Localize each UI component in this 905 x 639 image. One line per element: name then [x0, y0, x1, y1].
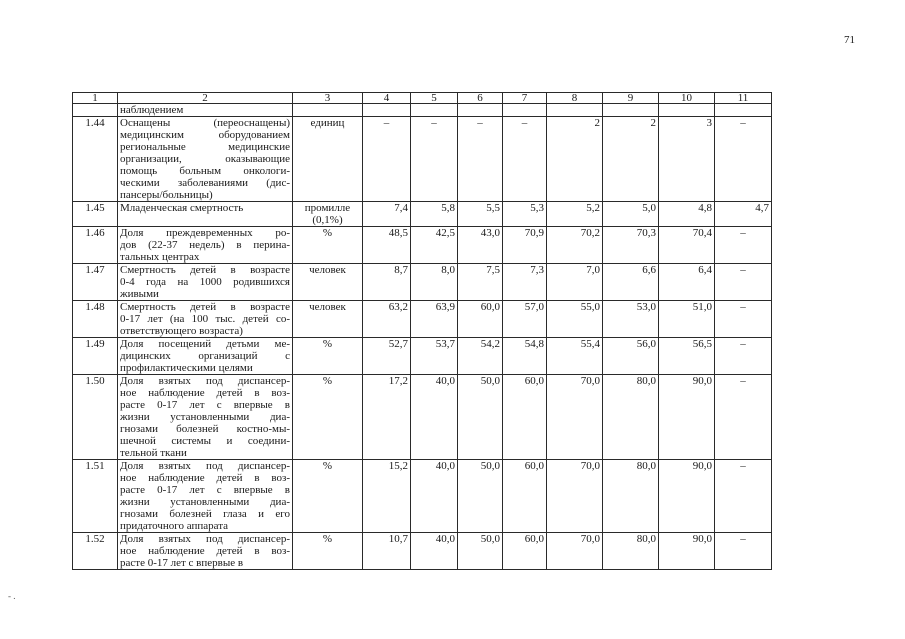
table-row: [73, 338, 772, 375]
column-number: 3: [293, 93, 363, 104]
value-cell: 6,4: [659, 264, 715, 301]
value-cell: 60,0: [503, 460, 547, 533]
value-cell: 50,0: [458, 460, 503, 533]
indicator-name: [118, 301, 293, 338]
value-cell: 54,8: [503, 338, 547, 375]
value-cell: 40,0: [411, 460, 458, 533]
value-cell: –: [458, 117, 503, 202]
indicator-name-line: дов (22-37 недель) в перина-: [120, 239, 290, 251]
page-number: 71: [844, 34, 855, 46]
indicator-name-line: расте 0-17 лет с впервые в: [120, 557, 244, 569]
table-row: [73, 375, 772, 460]
table-row: [73, 264, 772, 301]
value-cell: 6,6: [603, 264, 659, 301]
row-number: 1.46: [73, 227, 118, 264]
value-cell: 56,5: [659, 338, 715, 375]
unit-of-measure: [293, 117, 363, 202]
row-number: 1.45: [73, 202, 118, 227]
value-cell: 54,2: [458, 338, 503, 375]
unit-line: человек: [309, 264, 346, 276]
unit-of-measure: [293, 202, 363, 227]
value-cell: 53,7: [411, 338, 458, 375]
unit-line: единиц: [310, 117, 345, 129]
indicator-name: [118, 117, 293, 202]
value-cell: 4,7: [715, 202, 772, 227]
indicator-name-line: жизни установленными диа-: [120, 496, 290, 508]
indicator-name: [118, 264, 293, 301]
table-cell: [363, 104, 411, 117]
indicator-name-line: Смертность детей в возрасте: [120, 264, 290, 276]
value-cell: 7,5: [458, 264, 503, 301]
value-cell: 17,2: [363, 375, 411, 460]
value-cell: 63,2: [363, 301, 411, 338]
table-body: [73, 93, 772, 570]
indicator-name-line: помощь больным онкологи-: [120, 165, 290, 177]
indicator-name-line: Младенческая смертность: [120, 202, 244, 214]
value-cell: 70,0: [547, 533, 603, 570]
unit-of-measure: [293, 533, 363, 570]
indicator-name-line: расте 0-17 лет с впервые в: [120, 484, 290, 496]
indicator-name-line: ное наблюдение детей в воз-: [120, 472, 290, 484]
row-number: 1.48: [73, 301, 118, 338]
value-cell: 4,8: [659, 202, 715, 227]
unit-line: человек: [309, 301, 346, 313]
indicator-name-line: жизни установленными диа-: [120, 411, 290, 423]
table-cell: [659, 104, 715, 117]
scan-artifact-mark: - .: [8, 591, 16, 601]
unit-of-measure: [293, 264, 363, 301]
value-cell: 50,0: [458, 533, 503, 570]
table-cell: [547, 104, 603, 117]
value-cell: –: [363, 117, 411, 202]
unit-line: %: [322, 338, 333, 350]
row-number: 1.51: [73, 460, 118, 533]
value-cell: 56,0: [603, 338, 659, 375]
table-row: [73, 202, 772, 227]
table-row: [73, 117, 772, 202]
value-cell: 7,3: [503, 264, 547, 301]
value-cell: 5,5: [458, 202, 503, 227]
table-cell: [715, 104, 772, 117]
value-cell: 52,7: [363, 338, 411, 375]
indicator-name-line: шечной системы и соедини-: [120, 435, 290, 447]
column-number-header-row: [73, 93, 772, 104]
indicator-name-line: региональные медицинские: [120, 141, 290, 153]
value-cell: 90,0: [659, 460, 715, 533]
indicator-name-line: Оснащены (переоснащены): [120, 117, 290, 129]
unit-of-measure: [293, 227, 363, 264]
indicator-name-line: Смертность детей в возрасте: [120, 301, 290, 313]
value-cell: 80,0: [603, 460, 659, 533]
value-cell: 5,8: [411, 202, 458, 227]
value-cell: 40,0: [411, 533, 458, 570]
indicator-name-line: медицинским оборудованием: [120, 129, 290, 141]
indicator-name-line: организации, оказывающие: [120, 153, 290, 165]
value-cell: 63,9: [411, 301, 458, 338]
column-number: 2: [118, 93, 293, 104]
column-number: 10: [659, 93, 715, 104]
row-number: 1.47: [73, 264, 118, 301]
value-cell: 43,0: [458, 227, 503, 264]
column-number: 8: [547, 93, 603, 104]
value-cell: 70,4: [659, 227, 715, 264]
column-number: 6: [458, 93, 503, 104]
value-cell: –: [715, 117, 772, 202]
indicator-name-line: Доля преждевременных ро-: [120, 227, 290, 239]
table-cell: [503, 104, 547, 117]
indicators-table: [72, 92, 772, 570]
unit-of-measure: [293, 338, 363, 375]
indicator-name-line: расте 0-17 лет с впервые в: [120, 399, 290, 411]
table-row: [73, 301, 772, 338]
value-cell: 8,0: [411, 264, 458, 301]
value-cell: 70,9: [503, 227, 547, 264]
indicator-name-line: ответствующего возраста): [120, 325, 243, 337]
unit-of-measure: [293, 301, 363, 338]
unit-line: %: [322, 375, 333, 387]
unit-of-measure: [293, 460, 363, 533]
value-cell: 15,2: [363, 460, 411, 533]
value-cell: 55,0: [547, 301, 603, 338]
indicator-name-line: Доля посещений детьми ме-: [120, 338, 290, 350]
column-number: 9: [603, 93, 659, 104]
indicator-name-line: 0-4 года на 1000 родившихся: [120, 276, 290, 288]
column-number: 1: [73, 93, 118, 104]
unit-line: %: [322, 533, 333, 545]
row-number: 1.50: [73, 375, 118, 460]
value-cell: 3: [659, 117, 715, 202]
indicator-name-line: дицинских организаций с: [120, 350, 290, 362]
indicator-name: [118, 375, 293, 460]
value-cell: 70,2: [547, 227, 603, 264]
indicator-name-line: Доля взятых под диспансер-: [120, 375, 290, 387]
table-row: [73, 533, 772, 570]
value-cell: 42,5: [411, 227, 458, 264]
indicator-name-line: тельной ткани: [120, 447, 187, 459]
indicator-name-line: живыми: [120, 288, 159, 300]
indicator-name: [118, 202, 293, 227]
column-number: 4: [363, 93, 411, 104]
unit-line: (0,1%): [312, 214, 343, 226]
indicator-name-line: Доля взятых под диспансер-: [120, 460, 290, 472]
indicator-name: [118, 338, 293, 375]
row-number: 1.44: [73, 117, 118, 202]
value-cell: 7,0: [547, 264, 603, 301]
value-cell: 60,0: [503, 375, 547, 460]
indicator-name-line: гнозами болезней костно-мы-: [120, 423, 290, 435]
value-cell: –: [715, 460, 772, 533]
table-cell: [411, 104, 458, 117]
unit-of-measure: [293, 375, 363, 460]
continuation-text: наблюдением: [118, 104, 293, 117]
value-cell: –: [411, 117, 458, 202]
indicator-name: [118, 533, 293, 570]
indicator-name: [118, 460, 293, 533]
table-cell: [73, 104, 118, 117]
value-cell: 5,0: [603, 202, 659, 227]
table-row: [73, 460, 772, 533]
table-row: [73, 227, 772, 264]
value-cell: 70,0: [547, 460, 603, 533]
value-cell: 10,7: [363, 533, 411, 570]
indicator-name-line: профилактическими целями: [120, 362, 253, 374]
value-cell: –: [715, 301, 772, 338]
continuation-row: [73, 104, 772, 117]
value-cell: 90,0: [659, 533, 715, 570]
value-cell: 7,4: [363, 202, 411, 227]
indicator-name-line: гнозами болезней глаза и его: [120, 508, 290, 520]
value-cell: 40,0: [411, 375, 458, 460]
unit-line: промилле: [304, 202, 351, 214]
indicator-name: [118, 227, 293, 264]
row-number: 1.52: [73, 533, 118, 570]
indicator-name-line: тальных центрах: [120, 251, 200, 263]
value-cell: 90,0: [659, 375, 715, 460]
unit-line: %: [322, 460, 333, 472]
value-cell: –: [503, 117, 547, 202]
column-number: 11: [715, 93, 772, 104]
indicator-name-line: ное наблюдение детей в воз-: [120, 545, 290, 557]
value-cell: –: [715, 227, 772, 264]
row-number: 1.49: [73, 338, 118, 375]
value-cell: 70,0: [547, 375, 603, 460]
value-cell: –: [715, 338, 772, 375]
table-cell: [293, 104, 363, 117]
value-cell: 5,3: [503, 202, 547, 227]
indicator-name-line: 0-17 лет (на 100 тыс. детей со-: [120, 313, 290, 325]
column-number: 7: [503, 93, 547, 104]
indicator-name-line: ческими заболеваниями (дис-: [120, 177, 290, 189]
indicator-name-line: придаточного аппарата: [120, 520, 229, 532]
value-cell: 70,3: [603, 227, 659, 264]
table-cell: [458, 104, 503, 117]
value-cell: –: [715, 533, 772, 570]
value-cell: 2: [603, 117, 659, 202]
value-cell: 8,7: [363, 264, 411, 301]
value-cell: –: [715, 264, 772, 301]
value-cell: 53,0: [603, 301, 659, 338]
indicator-name-line: Доля взятых под диспансер-: [120, 533, 290, 545]
value-cell: 57,0: [503, 301, 547, 338]
value-cell: 51,0: [659, 301, 715, 338]
column-number: 5: [411, 93, 458, 104]
value-cell: 80,0: [603, 375, 659, 460]
indicator-name-line: пансеры/больницы): [120, 189, 213, 201]
value-cell: 50,0: [458, 375, 503, 460]
value-cell: 60,0: [503, 533, 547, 570]
value-cell: 80,0: [603, 533, 659, 570]
value-cell: –: [715, 375, 772, 460]
value-cell: 60,0: [458, 301, 503, 338]
unit-line: %: [322, 227, 333, 239]
value-cell: 48,5: [363, 227, 411, 264]
value-cell: 5,2: [547, 202, 603, 227]
value-cell: 2: [547, 117, 603, 202]
value-cell: 55,4: [547, 338, 603, 375]
table-cell: [603, 104, 659, 117]
indicator-name-line: ное наблюдение детей в воз-: [120, 387, 290, 399]
